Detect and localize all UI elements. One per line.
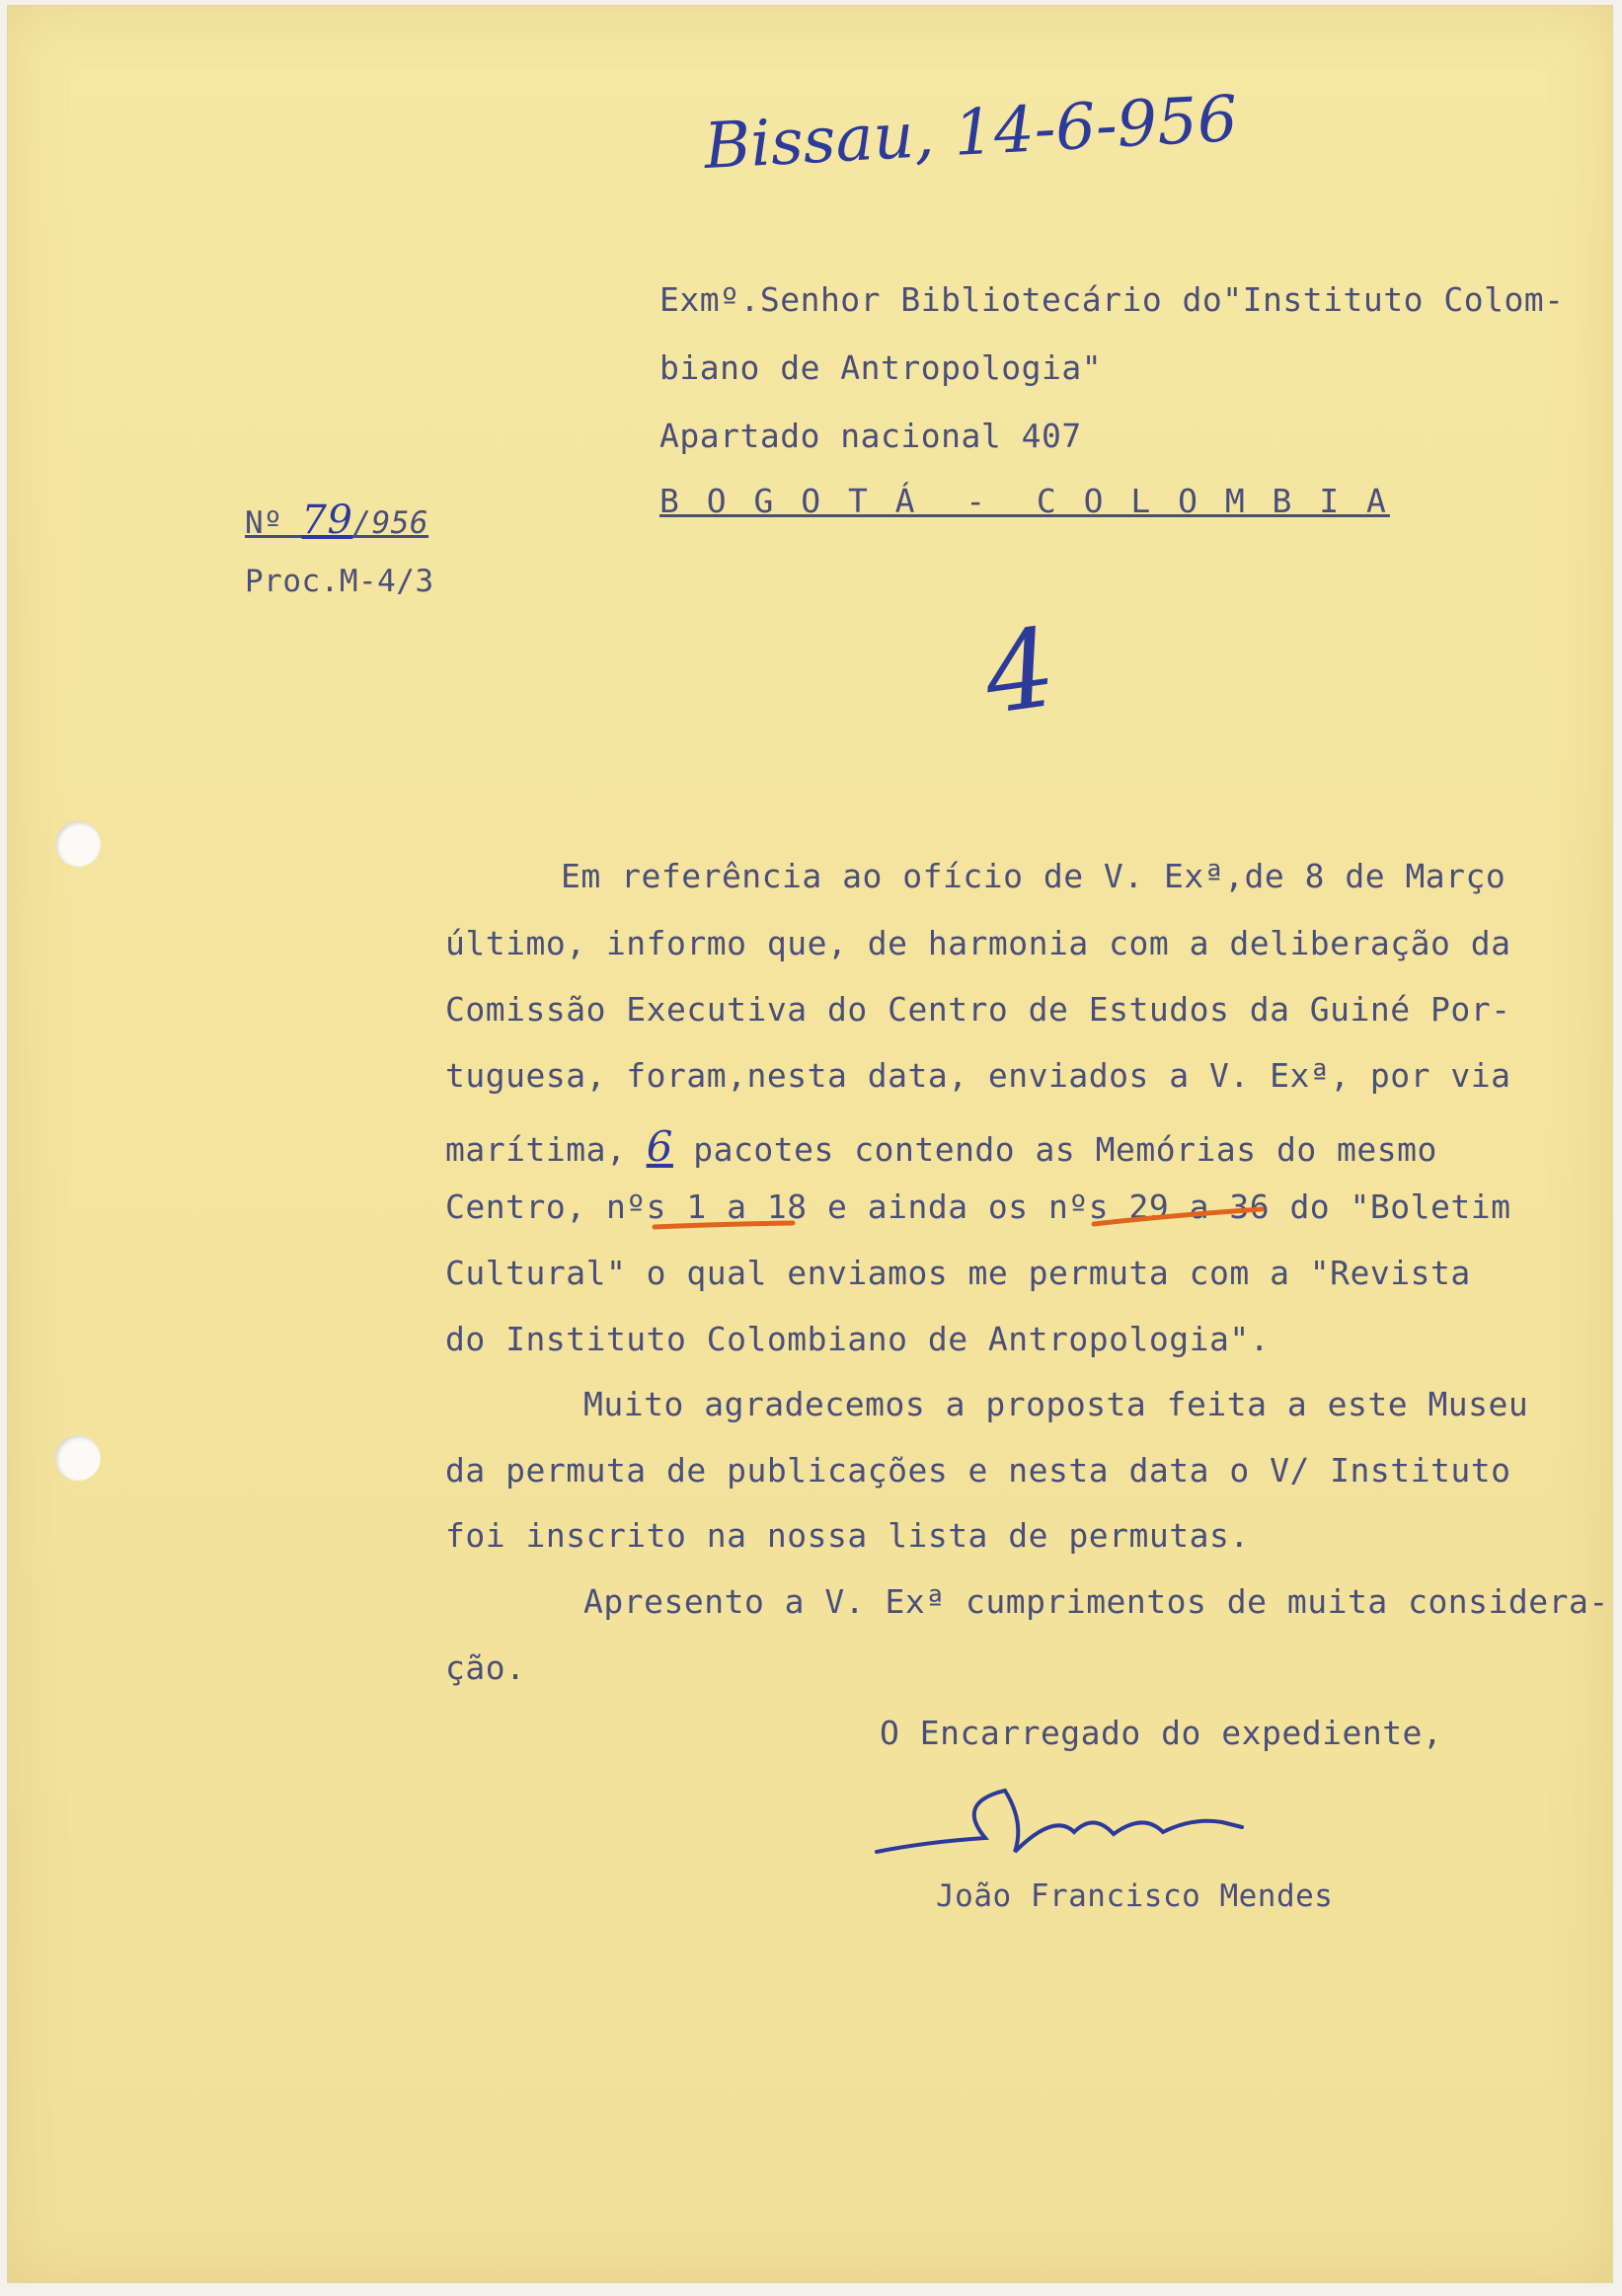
orange-underline-2 [1094,1209,1262,1224]
address-line-3: Apartado nacional 407 [659,417,1082,455]
body-line-6: Centro, nºs 1 a 18 e ainda os nºs 29 a 36 do "Boletim [445,1187,1511,1226]
address-city: B O G O T Á - C O L O M B I A [659,482,1390,520]
closing-role: O Encarregado do expediente, [880,1714,1443,1752]
para2-line-3: foi inscrito na nossa lista de permutas. [445,1516,1250,1555]
body-line-7: Cultural" o qual enviamos me permuta com a "Revista [445,1254,1471,1292]
signature-stroke [877,1791,1242,1852]
handwritten-date: Bissau, 14-6-956 [702,82,1240,185]
body-line-5-prefix: marítima, [445,1130,647,1169]
handwritten-initial: 4 [976,603,1063,739]
reference-number-value: 79 [301,497,353,543]
para3-line-2: ção. [445,1648,526,1687]
body-line-2: último, informo que, de harmonia com a deliberação da [445,924,1511,962]
reference-number-suffix: /956 [352,505,429,541]
para3-line-1: Apresento a V. Exª cumprimentos de muita considera- [583,1582,1609,1621]
body-line-8: do Instituto Colombiano de Antropologia". [445,1320,1271,1358]
para2-line-1: Muito agradecemos a proposta feita a este Museu [583,1385,1529,1423]
address-line-1: Exmº.Senhor Bibliotecário do"Instituto Colom- [659,280,1565,319]
orange-underline-1 [655,1223,793,1227]
packages-count: 6 [646,1122,673,1171]
signature [867,1773,1281,1881]
document-page [8,6,1612,2282]
process-code: Proc.M-4/3 [245,564,434,599]
body-line-1: Em referência ao ofício de V. Exª,de 8 de Março [561,857,1506,895]
body-line-3: Comissão Executiva do Centro de Estudos da Guiné Por- [445,990,1511,1029]
body-line-5-suffix: pacotes contendo as Memórias do mesmo [672,1130,1437,1169]
address-line-2: biano de Antropologia" [659,348,1103,387]
orange-underlines [8,6,1622,2296]
signatory-name: João Francisco Mendes [936,1878,1334,1914]
reference-number-prefix: Nº [245,505,302,541]
body-line-4: tuguesa, foram,nesta data, enviados a V. Exª, por via [445,1056,1511,1095]
para2-line-2: da permuta de publicações e nesta data o V/ Instituto [445,1451,1511,1490]
